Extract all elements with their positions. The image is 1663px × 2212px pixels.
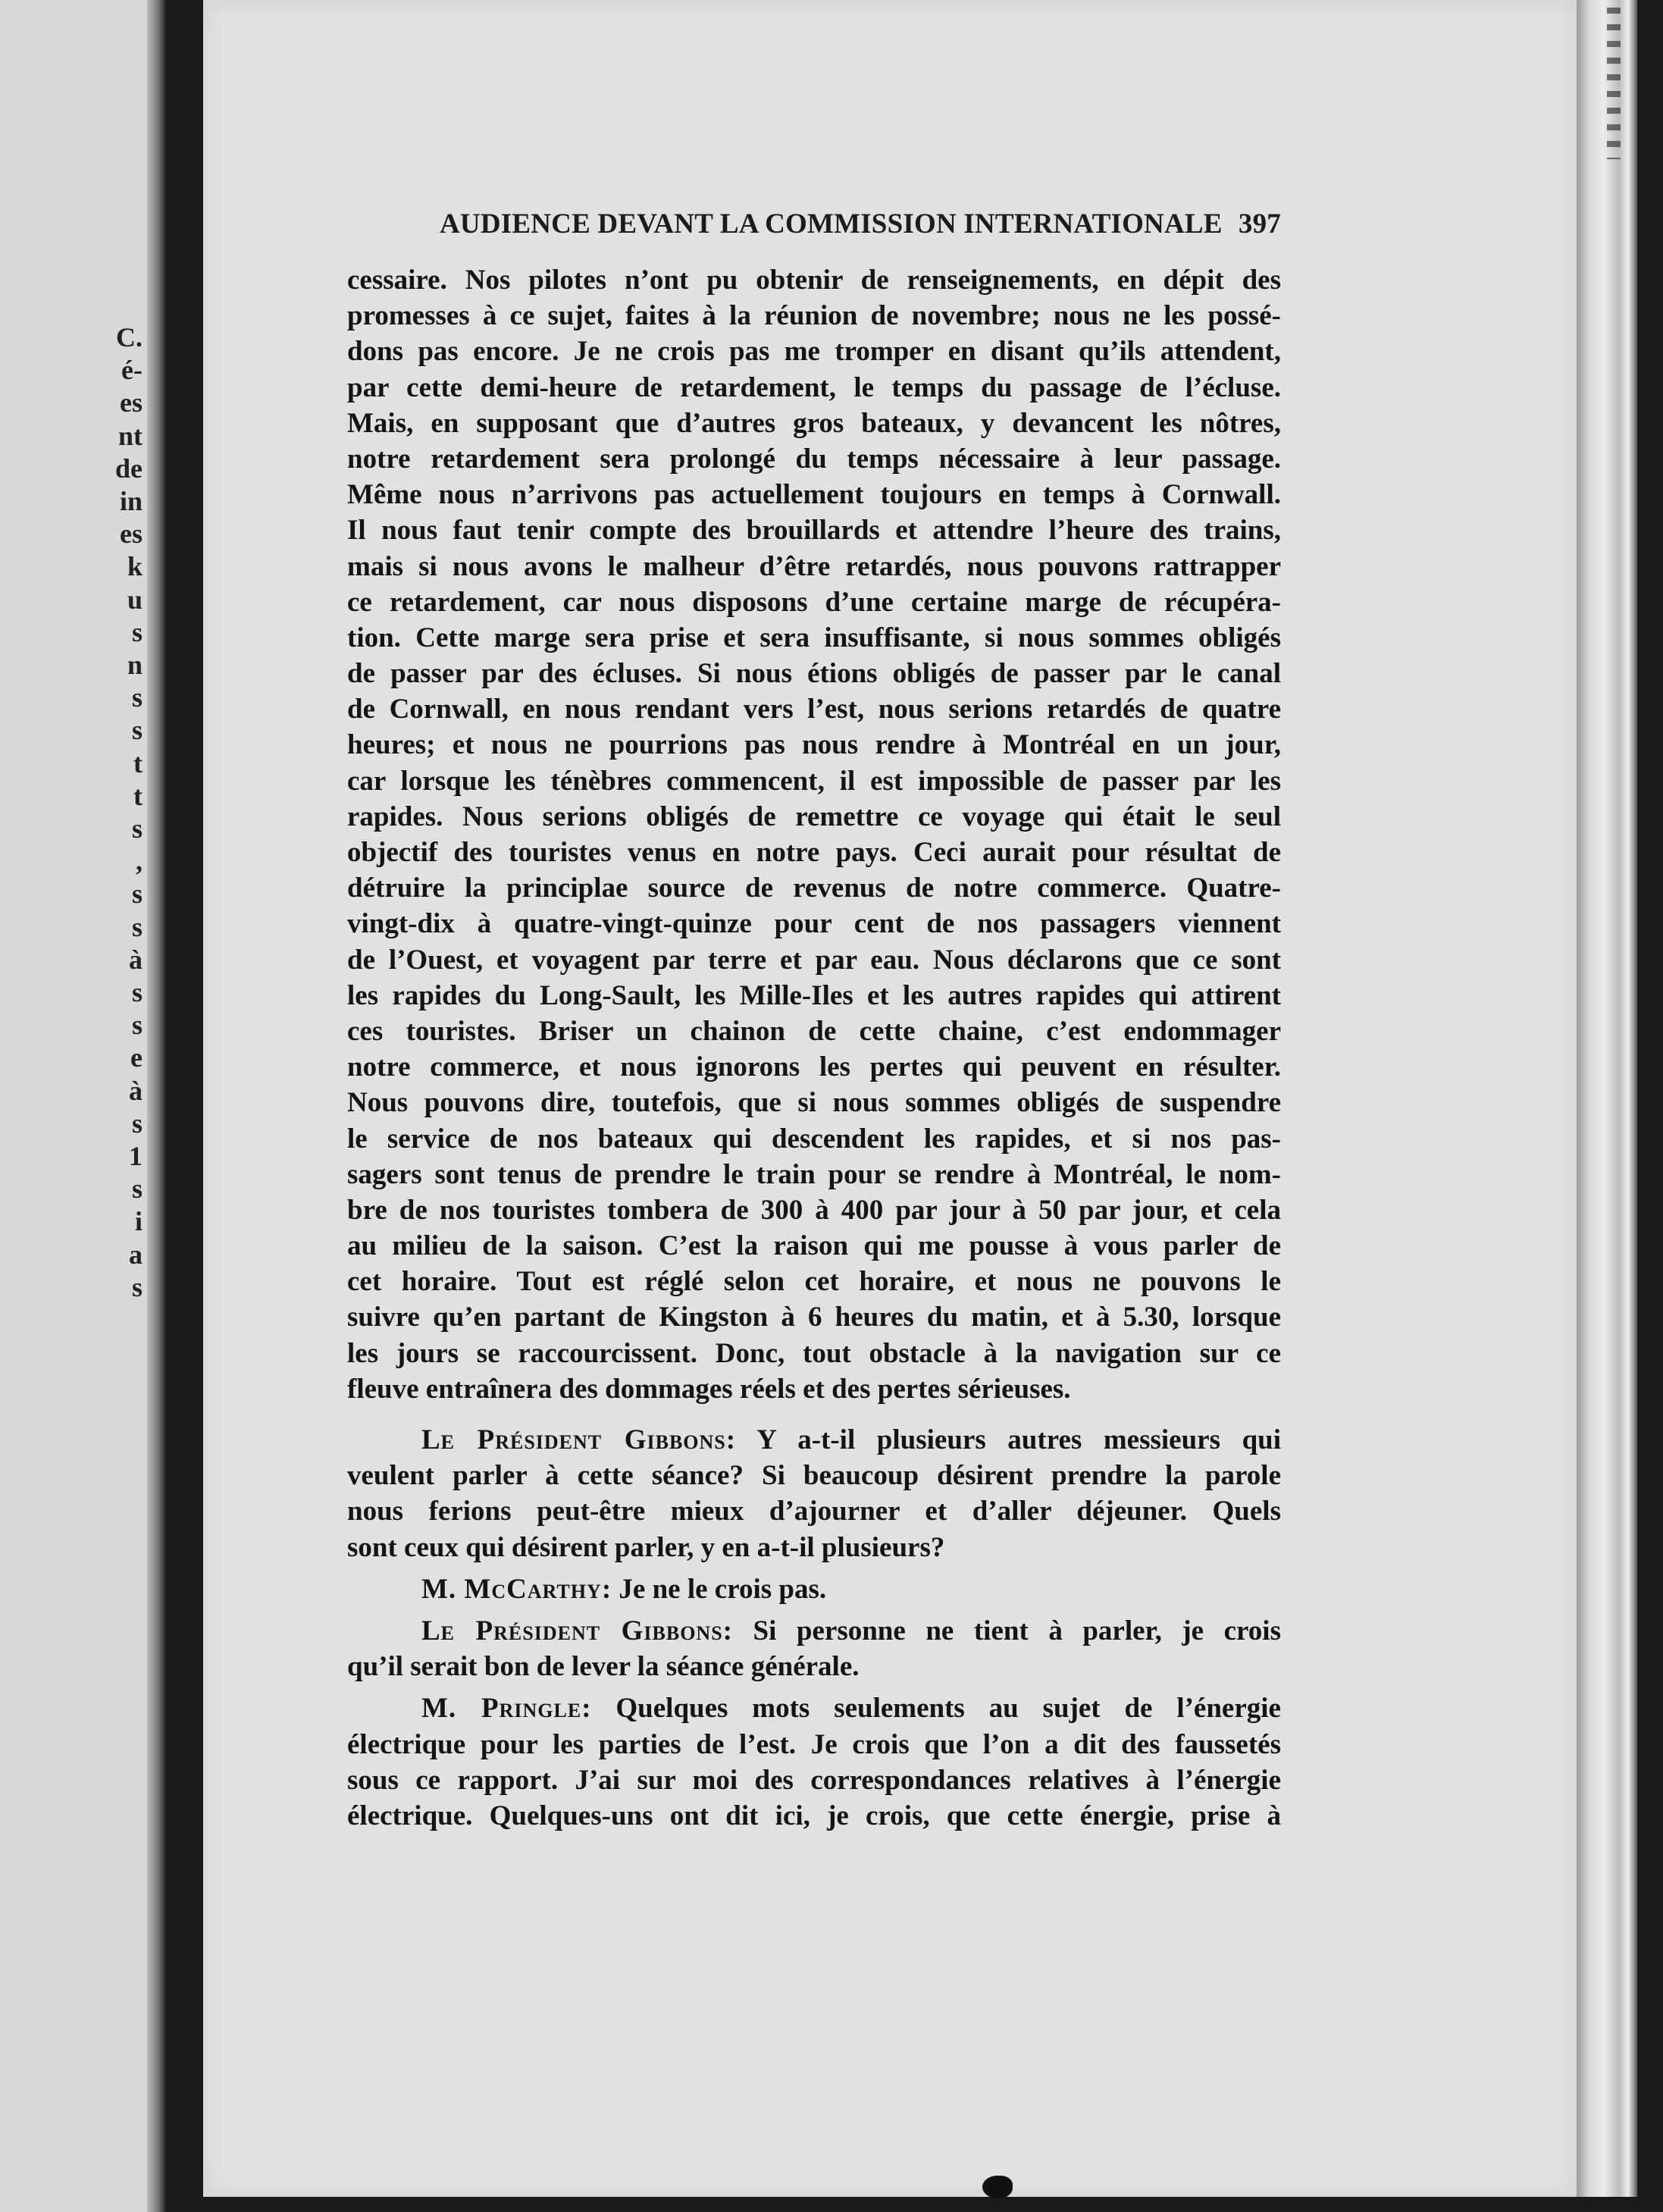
speaker-name: M. McCarthy:	[421, 1573, 612, 1605]
text-line: électrique. Quelques-uns ont dit ici, je crois, que cette énergie, prise à	[347, 1800, 1281, 1831]
text-line: les jours se raccourcissent. Donc, tout obstacle à la navigation sur ce	[347, 1337, 1281, 1369]
previous-page-fragment: nt	[117, 420, 142, 451]
paragraph-testimony	[347, 262, 1281, 1407]
previous-page-fragment: i	[134, 1206, 142, 1237]
previous-page-text-fragments	[0, 321, 144, 1304]
text-line: heures; et nous ne pourrions pas nous rendre à Montréal en un jour,	[347, 729, 1281, 761]
text-line: ces touristes. Briser un chainon de cette chaine, c’est endommager	[347, 1015, 1281, 1047]
running-title: AUDIENCE DEVANT LA COMMISSION INTERNATIONALE	[440, 208, 1223, 240]
text-line: Nous pouvons dire, toutefois, que si nous sommes obligés de suspendre	[347, 1087, 1281, 1119]
page-number: 397	[1238, 208, 1281, 240]
text-line: Le Président Gibbons: Si personne ne tient à parler, je crois	[421, 1615, 1281, 1646]
text-line: suivre qu’en partant de Kingston à 6 heures du matin, et à 5.30, lorsque	[347, 1302, 1281, 1333]
previous-page-fragment: é-	[121, 355, 142, 386]
previous-page-fragment: es	[120, 387, 142, 418]
text-line: tion. Cette marge sera prise et sera insuffisante, si nous sommes obligés	[347, 622, 1281, 653]
previous-page-fragment: s	[131, 911, 142, 942]
previous-page-fragment: es	[120, 519, 142, 550]
previous-page-fragment: 1	[129, 1141, 142, 1172]
text-line: de l’Ouest, et voyagent par terre et par eau. Nous déclarons que ce sont	[347, 944, 1281, 976]
previous-page-fragment: u	[127, 584, 142, 615]
text-line: promesses à ce sujet, faites à la réunion de novembre; nous ne les possé-	[347, 300, 1281, 332]
text-line: de Cornwall, en nous rendant vers l’est, nous serions retardés de quatre	[347, 694, 1281, 725]
scan-marks	[1607, 8, 1621, 159]
previous-page-fragment: s	[131, 977, 142, 1008]
text-line: rapides. Nous serions obligés de remettre ce voyage qui était le seul	[347, 801, 1281, 832]
text-line: notre retardement sera prolongé du temps nécessaire à leur passage.	[347, 443, 1281, 475]
previous-page-edge	[0, 0, 165, 2212]
previous-page-fragment: s	[131, 1271, 142, 1302]
previous-page-fragment: de	[115, 453, 142, 484]
previous-page-fragment: s	[131, 1173, 142, 1205]
text-line: les rapides du Long-Sault, les Mille-Iles et les autres rapides qui attirent	[347, 979, 1281, 1011]
text-line: de passer par des écluses. Si nous étions obligés de passer par le canal	[347, 658, 1281, 690]
running-header	[440, 208, 1281, 241]
previous-page-fragment: a	[129, 1239, 142, 1270]
text-line: le service de nos bateaux qui descendent les rapides, et si nos pas-	[347, 1123, 1281, 1155]
page-edge-right	[1577, 0, 1637, 2197]
previous-page-fragment: e	[130, 1042, 142, 1073]
text-line: au milieu de la saison. C’est la raison qui me pousse à vous parler de	[347, 1230, 1281, 1262]
text-line: Même nous n’arrivons pas actuellement toujours en temps à Cornwall.	[347, 479, 1281, 511]
text-line: objectif des touristes venus en notre pays. Ceci aurait pour résultat de	[347, 837, 1281, 868]
text-line: électrique pour les parties de l’est. Je crois que l’on a dit des faussetés	[347, 1728, 1281, 1760]
text-line: fleuve entraînera des dommages réels et des pertes sérieuses.	[347, 1373, 1071, 1405]
previous-page-fragment: n	[127, 650, 142, 681]
speaker-name: Le Président Gibbons:	[421, 1615, 733, 1646]
speaker-name: Le Président Gibbons:	[421, 1424, 737, 1455]
previous-page-fragment: s	[131, 813, 142, 844]
text-line: détruire la principlae source de revenus de notre commerce. Quatre-	[347, 873, 1281, 904]
text-line: sagers sont tenus de prendre le train pour se rendre à Montréal, le nom-	[347, 1158, 1281, 1190]
text-line: cessaire. Nos pilotes n’ont pu obtenir de renseignements, en dépit des	[347, 265, 1281, 296]
text-line: qu’il serait bon de lever la séance générale.	[347, 1651, 860, 1683]
previous-page-fragment: s	[131, 682, 142, 713]
text-line: vingt-dix à quatre-vingt-quinze pour cent de nos passagers viennent	[347, 908, 1281, 940]
previous-page-fragment: s	[131, 1010, 142, 1041]
book-gutter	[147, 0, 165, 2212]
speech-pringle	[347, 1690, 1281, 1834]
text-line: car lorsque les ténèbres commencent, il est impossible de passer par les	[347, 765, 1281, 797]
text-line: nous ferions peut-être mieux d’ajourner et d’aller déjeuner. Quels	[347, 1496, 1281, 1527]
previous-page-fragment: s	[131, 616, 142, 647]
text-line: cet horaire. Tout est réglé selon cet horaire, et nous ne pouvons le	[347, 1266, 1281, 1298]
previous-page-fragment: s	[131, 715, 142, 746]
text-line: M. Pringle: Quelques mots seulements au sujet de l’énergie	[421, 1693, 1281, 1725]
text-line: M. McCarthy: Je ne le crois pas.	[421, 1573, 827, 1605]
text-line: sous ce rapport. J’ai sur moi des correspondances relatives à l’énergie	[347, 1764, 1281, 1796]
previous-page-fragment: in	[119, 486, 142, 517]
previous-page-fragment: t	[133, 780, 142, 811]
text-line: bre de nos touristes tombera de 300 à 400 par jour à 50 par jour, et cela	[347, 1194, 1281, 1226]
text-line: sont ceux qui désirent parler, y en a-t-il plusieurs?	[347, 1531, 945, 1563]
text-line: notre commerce, et nous ignorons les pertes qui peuvent en résulter.	[347, 1051, 1281, 1083]
body-text	[347, 262, 1281, 1834]
text-line: Le Président Gibbons: Y a-t-il plusieurs autres messieurs qui	[421, 1424, 1281, 1455]
previous-page-fragment: à	[129, 1075, 142, 1106]
text-line: dons pas encore. Je ne crois pas me tromper en disant qu’ils attendent,	[347, 336, 1281, 368]
previous-page-fragment: s	[131, 1108, 142, 1139]
previous-page-fragment: C.	[116, 322, 142, 352]
text-line: par cette demi-heure de retardement, le temps du passage de l’écluse.	[347, 371, 1281, 403]
text-line: Mais, en supposant que d’autres gros bateaux, y devancent les nôtres,	[347, 407, 1281, 439]
previous-page-fragment: ,	[136, 846, 142, 877]
speech-mccarthy	[347, 1571, 1281, 1607]
speech-president-gibbons-2	[347, 1613, 1281, 1684]
text-line: Il nous faut tenir compte des brouillards et attendre l’heure des trains,	[347, 515, 1281, 547]
previous-page-fragment: s	[131, 879, 142, 910]
text-line: veulent parler à cette séance? Si beaucoup désirent prendre la parole	[347, 1460, 1281, 1492]
previous-page-fragment: k	[127, 551, 142, 582]
speech-president-gibbons-1	[347, 1422, 1281, 1565]
speaker-name: M. Pringle:	[421, 1693, 592, 1725]
text-line: ce retardement, car nous disposons d’une certaine marge de récupéra-	[347, 586, 1281, 618]
previous-page-fragment: à	[129, 944, 142, 975]
previous-page-fragment: t	[133, 747, 142, 779]
scan-artifact	[982, 2176, 1013, 2198]
text-line: mais si nous avons le malheur d’être retardés, nous pouvons rattrapper	[347, 550, 1281, 582]
